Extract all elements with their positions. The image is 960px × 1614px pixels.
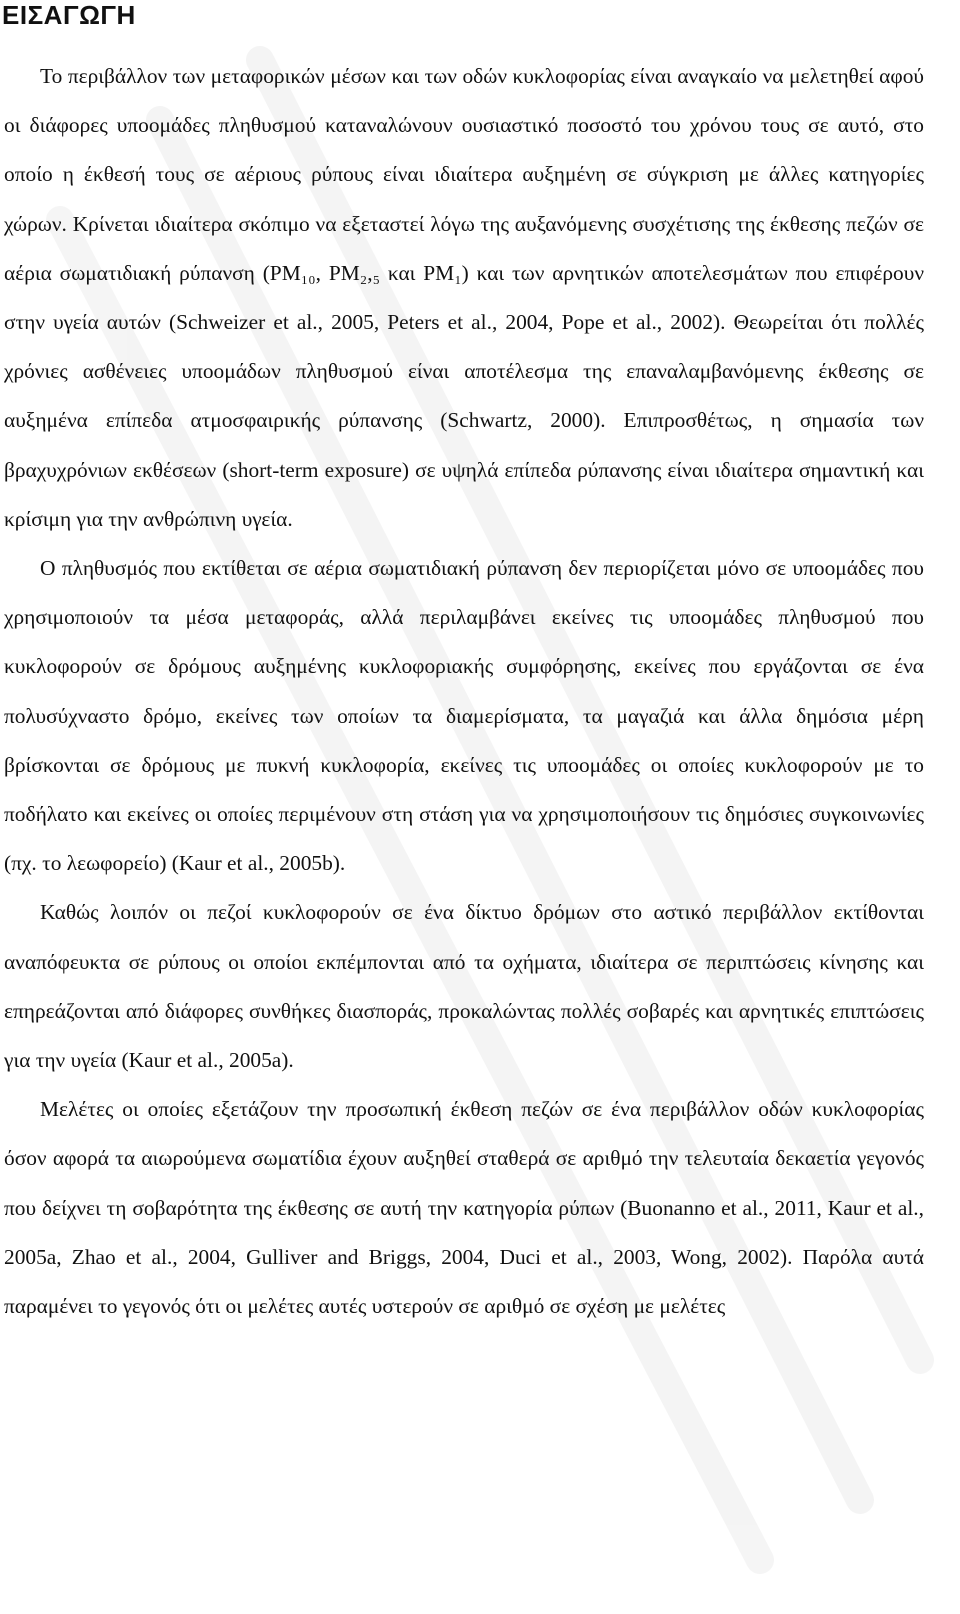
section-heading: ΕΙΣΑΓΩΓΗ: [2, 0, 136, 30]
paragraph-4: Μελέτες οι οποίες εξετάζουν την προσωπική έκθεση πεζών σε ένα περιβάλλον οδών κυκλοφορίας όσον αφορά τα αιωρούμενα σωματίδια έχουν αυξηθεί σταθερά σε αριθμό την τελευταία δεκαετία γεγονός που δείχνει τη σοβαρότητα της έκθεσης σε αυτή την κατηγορία ρύπων (Buonanno et al., 2011, Kaur et al., 2005a, Zhao et al., 2004, Gulliver and Briggs, 2004, Duci et al., 2003, Wong, 2002). Παρόλα αυτά παραμένει το γεγονός ότι οι μελέτες αυτές υστερούν σε αριθμό σε σχέση με μελέτες: [4, 1097, 924, 1319]
body-text: [4, 52, 924, 1331]
paragraph-3: Καθώς λοιπόν οι πεζοί κυκλοφορούν σε ένα δίκτυο δρόμων στο αστικό περιβάλλον εκτίθονται αναπόφευκτα σε ρύπους οι οποίοι εκπέμπονται από τα οχήματα, ιδιαίτερα σε περιπτώσεις κίνησης και επηρεάζονται από διάφορες συνθήκες διασποράς, προκαλώντας πολλές σοβαρές και αρνητικές επιπτώσεις για την υγεία (Kaur et al., 2005a).: [4, 900, 924, 1073]
paragraph-1: Το περιβάλλον των μεταφορικών μέσων και των οδών κυκλοφορίας είναι αναγκαίο να μελετηθεί αφού οι διάφορες υποομάδες πληθυσμού καταναλώνουν ουσιαστικό ποσοστό του χρόνου τους σε αυτό, στο οποίο η έκθεσή τους σε αέριους ρύπους είναι ιδιαίτερα αυξημένη σε σύγκριση με άλλες κατηγορίες χώρων. Κρίνεται ιδιαίτερα σκόπιμο να εξεταστεί λόγω της αυξανόμενης συσχέτισης της έκθεσης πεζών σε αέρια σωματιδιακή ρύπανση (PM₁₀, PM₂,₅ και PM₁) και των αρνητικών αποτελεσμάτων που επιφέρουν στην υγεία αυτών (Schweizer et al., 2005, Peters et al., 2004, Pope et al., 2002). Θεωρείται ότι πολλές χρόνιες ασθένειες υποομάδων πληθυσμού είναι αποτέλεσμα της επαναλαμβανόμενης έκθεσης σε αυξημένα επίπεδα ατμοσφαιρικής ρύπανσης (Schwartz, 2000). Επιπροσθέτως, η σημασία των βραχυχρόνιων εκθέσεων (short-term exposure) σε υψηλά επίπεδα ρύπανσης είναι ιδιαίτερα σημαντική και κρίσιμη για την ανθρώπινη υγεία.: [4, 64, 924, 531]
paragraph-2: Ο πληθυσμός που εκτίθεται σε αέρια σωματιδιακή ρύπανση δεν περιορίζεται μόνο σε υποομάδες που χρησιμοποιούν τα μέσα μεταφοράς, αλλά περιλαμβάνει εκείνες τις υποομάδες πληθυσμού που κυκλοφορούν σε δρόμους αυξημένης κυκλοφοριακής συμφόρησης, εκείνες που εργάζονται σε ένα πολυσύχναστο δρόμο, εκείνες των οποίων τα διαμερίσματα, τα μαγαζιά και άλλα δημόσια μέρη βρίσκονται σε δρόμους με πυκνή κυκλοφορία, εκείνες τις υποομάδες οι οποίες κυκλοφορούν με το ποδήλατο και εκείνες οι οποίες περιμένουν στη στάση για να χρησιμοποιήσουν τις δημόσιες συγκοινωνίες (πχ. το λεωφορείο) (Kaur et al., 2005b).: [4, 556, 924, 876]
